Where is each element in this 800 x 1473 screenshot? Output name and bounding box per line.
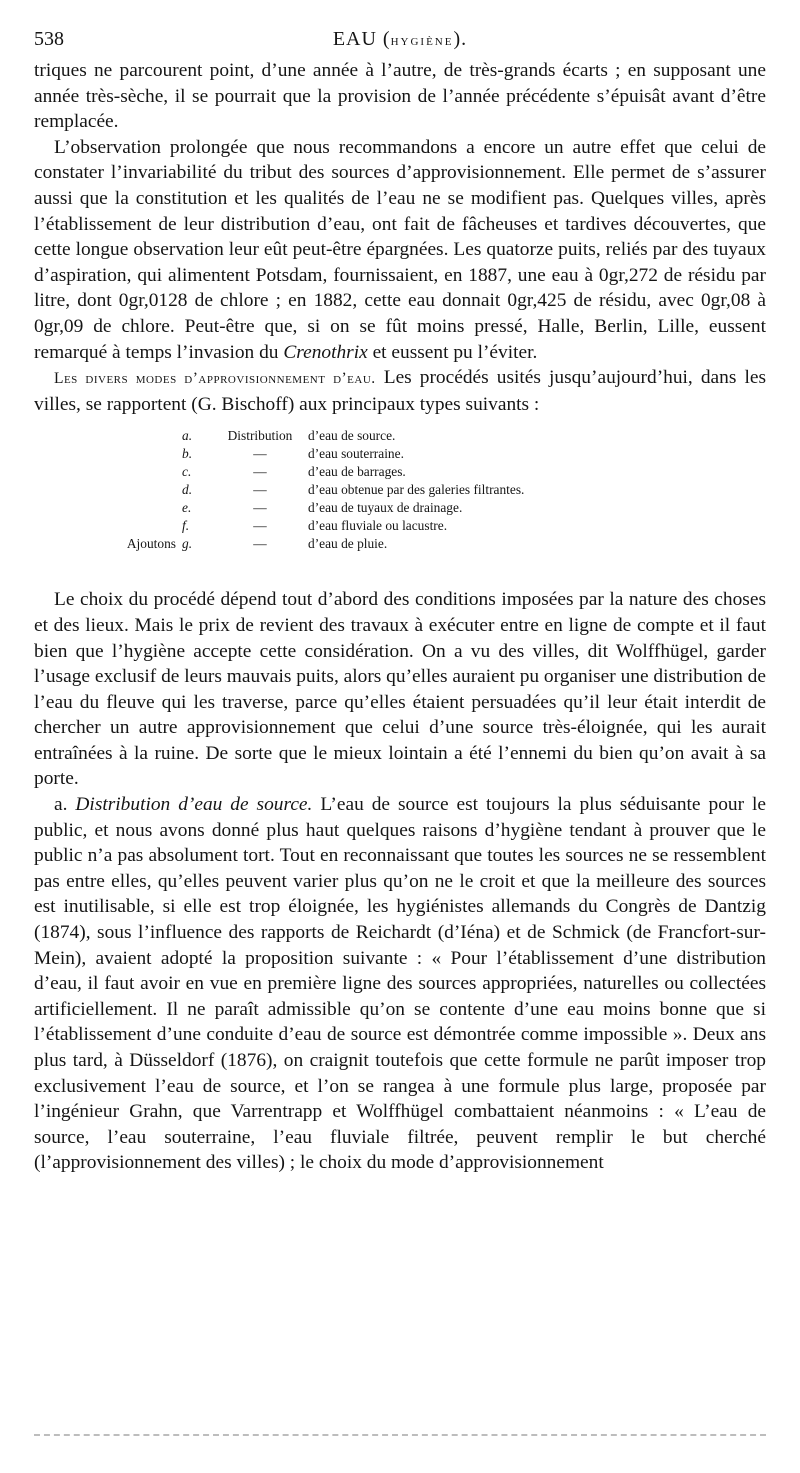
list-item-letter: c.: [182, 464, 192, 480]
paragraph-modes: [34, 365, 766, 417]
list-item: [34, 481, 766, 499]
list-item-distribution: —: [253, 446, 267, 462]
running-title: [34, 28, 766, 51]
list-item-distribution: —: [253, 536, 267, 552]
list-item-letter: d.: [182, 482, 193, 498]
paragraph-observation: [34, 135, 766, 365]
list-item-letter: b.: [182, 446, 193, 462]
list-item-description: d’eau de tuyaux de drainage.: [308, 500, 463, 516]
list-item-description: d’eau de barrages.: [308, 464, 406, 480]
list-item-distribution: —: [253, 464, 267, 480]
list-item-letter: e.: [182, 500, 192, 516]
list-item-letter: f.: [182, 518, 190, 534]
running-title-close: ).: [453, 28, 468, 50]
section-lead-in: Les divers modes d’approvisionnement d’eau.: [54, 370, 376, 388]
running-title-main: EAU (: [332, 28, 391, 50]
list-item: [34, 517, 766, 535]
list-item: [34, 427, 766, 445]
list-item-description: d’eau obtenue par des galeries filtrantes.: [308, 482, 525, 498]
list-item: [34, 445, 766, 463]
list-item-letter: g.: [182, 536, 193, 552]
page-bottom-rule: [34, 1434, 766, 1436]
list-item-distribution: —: [253, 482, 267, 498]
crenothrix-term: Crenothrix: [283, 341, 368, 363]
list-item-description: d’eau fluviale ou lacustre.: [308, 518, 448, 534]
paragraph-source-water-text: L’eau de source est toujours la plus séduisante pour le public, et nous avons donné plus haut quelques raisons d’hygiène tendant à prouver que le public n’a pas absolument tort. Tout en reconnaissant que toutes les sources ne se ressemblent pas entre elles, qu’elles peuvent varier plus qu’on ne le croit et que la meilleure des sources est inutilisable, si elle est trop éloignée, les hygiénistes allemands du Congrès de Dantzig (1874), sous l’influence des rapports de Reichardt (d’Iéna) et de Schmick (de Francfort-sur-Mein), avaient adopté la proposition suivante : « Pour l’établissement d’une distribution d’eau, il faut avoir en vue en première ligne des sources appropriées, naturelles ou collectées artificiellement. Il ne paraît admissible qu’on se contente d’une eau moins bonne que si l’établissement d’une conduite d’eau de source est démontrée comme impossible ». Deux ans plus tard, à Düsseldorf (1876), on craignit toutefois que cette formule ne parût imposer trop exclusivement l’eau de source, et l’on se rangea à une formule plus large, proposée par l’ingénieur Grahn, que Varrentrapp et Wolffhügel combattaient néanmoins : « L’eau de source, l’eau souterraine, l’eau fluviale filtrée, peuvent remplir le but cherché (l’approvisionnement des villes) ; le choix du mode d’approvisionnement: [34, 794, 766, 1174]
list-item-description: d’eau souterraine.: [308, 446, 404, 462]
paragraph-observation-text: L’observation prolongée que nous recommandons a encore un autre effet que celui de constater l’invariabilité du tribut des sources d’approvisionnement. Elle permet de s’assurer aussi que la constitution et les qualités de l’eau ne se modifient pas. Quelques villes, après l’établissement de leur distribution d’eau, ont fait de fâcheuses et tardives découvertes, que cette longue observation leur eût peut-être épargnées. Les quatorze puits, reliés par des tuyaux d’aspiration, qui alimentent Potsdam, fournissaient, en 1887, une eau à 0gr,272 de résidu par litre, dont 0gr,0128 de chlore ; en 1882, cette eau donnait 0gr,425 de résidu, avec 0gr,08 à 0gr,09 de chlore. Peut-être que, si on se fût moins pressé, Halle, Berlin, Lille, eussent remarqué à temps l’invasion du: [34, 136, 766, 363]
running-title-small-caps: hygiène: [390, 33, 454, 49]
section-a-title: Distribution d’eau de source.: [75, 794, 313, 816]
paragraph-observation-end: et eussent pu l’éviter.: [367, 341, 538, 363]
list-item-letter: a.: [182, 428, 193, 444]
list-item-prefix: Ajoutons: [126, 536, 176, 552]
paragraph-choice: Le choix du procédé dépend tout d’abord des conditions imposées par la nature des choses et des lieux. Mais le prix de revient des travaux à exécuter entre en ligne de compte et il faut bien que l’hygiène accepte cette considération. On a vu des villes, dit Wolffhügel, garder l’usage exclusif de leurs mauvais puits, alors qu’elles auraient pu organiser une distribution de l’eau du fleuve qui les traverse, parce qu’elles étaient persuadées qu’il leur était interdit de chercher un autre approvisionnement que celui d’une source très-éloignée, qui les aurait entraînées à la ruine. De sorte que le mieux lointain a été l’ennemi du bien qu’on avait à sa porte.: [34, 589, 766, 790]
list-item: [34, 499, 766, 517]
paragraph-modes-text: Les procédés usités jusqu’aujourd’hui, dans les villes, se rapportent (G. Bischoff) aux principaux types suivants :: [34, 367, 766, 415]
list-item-description: d’eau de source.: [308, 428, 396, 444]
page-header: [34, 28, 766, 58]
list-item-description: d’eau de pluie.: [308, 536, 388, 552]
section-a-label: a.: [54, 794, 76, 816]
supply-types-list: [34, 427, 766, 553]
page-number: 538: [34, 28, 64, 50]
list-item-distribution: —: [253, 518, 267, 534]
list-item-distribution: —: [253, 500, 267, 516]
paragraph-source-water: [34, 792, 766, 1176]
list-item-distribution: Distribution: [227, 428, 293, 444]
book-page: [34, 28, 766, 1176]
list-item: [34, 535, 766, 553]
list-item: [34, 463, 766, 481]
paragraph-continuation: triques ne parcourent point, d’une année à l’autre, de très-grands écarts ; en supposant une année très-sèche, il se pourrait que la provision de l’année précédente s’épuisât avant d’être remplacée.: [34, 60, 766, 133]
